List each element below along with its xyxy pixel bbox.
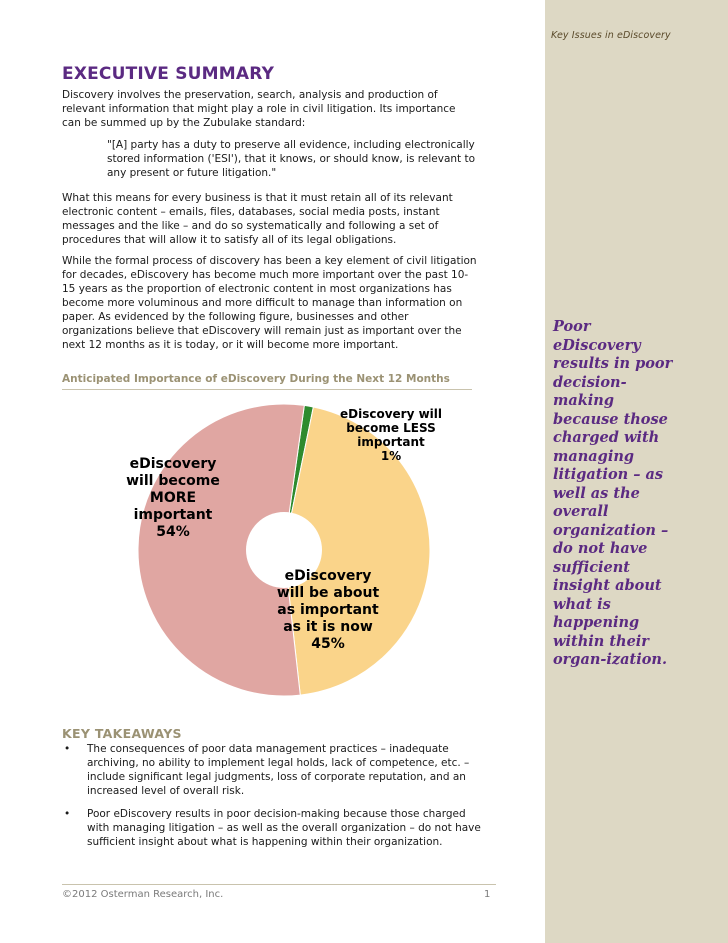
footer-rule: [62, 884, 496, 885]
pie-label-line: eDiscovery: [129, 456, 217, 472]
bullet-icon: •: [64, 808, 71, 820]
body-paragraph-2: What this means for every business is that it must retain all of its relevant electronic content – emails, files, databases, social media posts, instant messages and the like – and do so systematically and following a set of procedures that will allow it to satisfy all of its legal obligations.: [62, 192, 453, 246]
pie-label-line: will be about: [276, 585, 380, 601]
pie-label-line: MORE: [149, 490, 197, 506]
pie-label-line: as important: [277, 602, 379, 618]
pie-label-line: will become: [126, 473, 220, 489]
pie-label-line: important: [357, 435, 425, 449]
pie-label-line: eDiscovery: [284, 568, 372, 584]
pie-label-line: become LESS: [346, 421, 436, 435]
executive-summary-section: [62, 64, 474, 130]
pie-value-label: 54%: [156, 524, 190, 540]
pie-chart: [62, 390, 474, 712]
bullet-icon: •: [64, 743, 71, 755]
chart-title: Anticipated Importance of eDiscovery During the Next 12 Months: [62, 373, 450, 385]
key-takeaways-title: KEY TAKEAWAYS: [62, 726, 182, 741]
footer-copyright: ©2012 Osterman Research, Inc.: [62, 889, 224, 900]
zubulake-quote: "[A] party has a duty to preserve all evidence, including electronically stored information ('ESI'), that it knows, or should know, is relevant to any present or future litigation.": [107, 139, 476, 179]
running-header: Key Issues in eDiscovery: [551, 30, 671, 41]
intro-paragraph: Discovery involves the preservation, search, analysis and production of relevant information that might play a role in civil litigation. Its importance can be summed up by the Zubulake standard:: [62, 89, 456, 129]
pie-value-label: 1%: [380, 449, 402, 463]
takeaway-text: The consequences of poor data management practices – inadequate archiving, no ability to implement legal holds, lack of competence, etc. – include significant legal judgments, loss of corporate reputation, and an increased level of overall risk.: [87, 743, 470, 797]
takeaway-item: [62, 742, 482, 798]
section-title: EXECUTIVE SUMMARY: [62, 64, 275, 84]
page-number: 1: [484, 889, 491, 900]
pull-quote: Poor eDiscovery results in poor decision-making because those charged with managing litigation – as well as the overall organization – do not have sufficient insight about what is happening within their organ-ization.: [553, 318, 673, 668]
takeaway-item: [62, 807, 482, 849]
pie-label-line: eDiscovery will: [339, 407, 443, 421]
takeaway-text: Poor eDiscovery results in poor decision-making because those charged with managing litigation – as well as the overall organization – do not have sufficient insight about what is happening within their organization.: [87, 808, 481, 848]
pie-label-line: important: [133, 507, 213, 523]
pie-label-line: as it is now: [283, 619, 373, 635]
body-paragraph-3: While the formal process of discovery has been a key element of civil litigation for decades, eDiscovery has become much more important over the past 10-15 years as the proportion of electronic content in most organizations has become more voluminous and more difficult to manage than information on paper. As evidenced by the following figure, businesses and other organizations believe that eDiscovery will remain just as important over the next 12 months as it is today, or it will become more important.: [62, 255, 477, 351]
pie-value-label: 45%: [311, 636, 345, 652]
